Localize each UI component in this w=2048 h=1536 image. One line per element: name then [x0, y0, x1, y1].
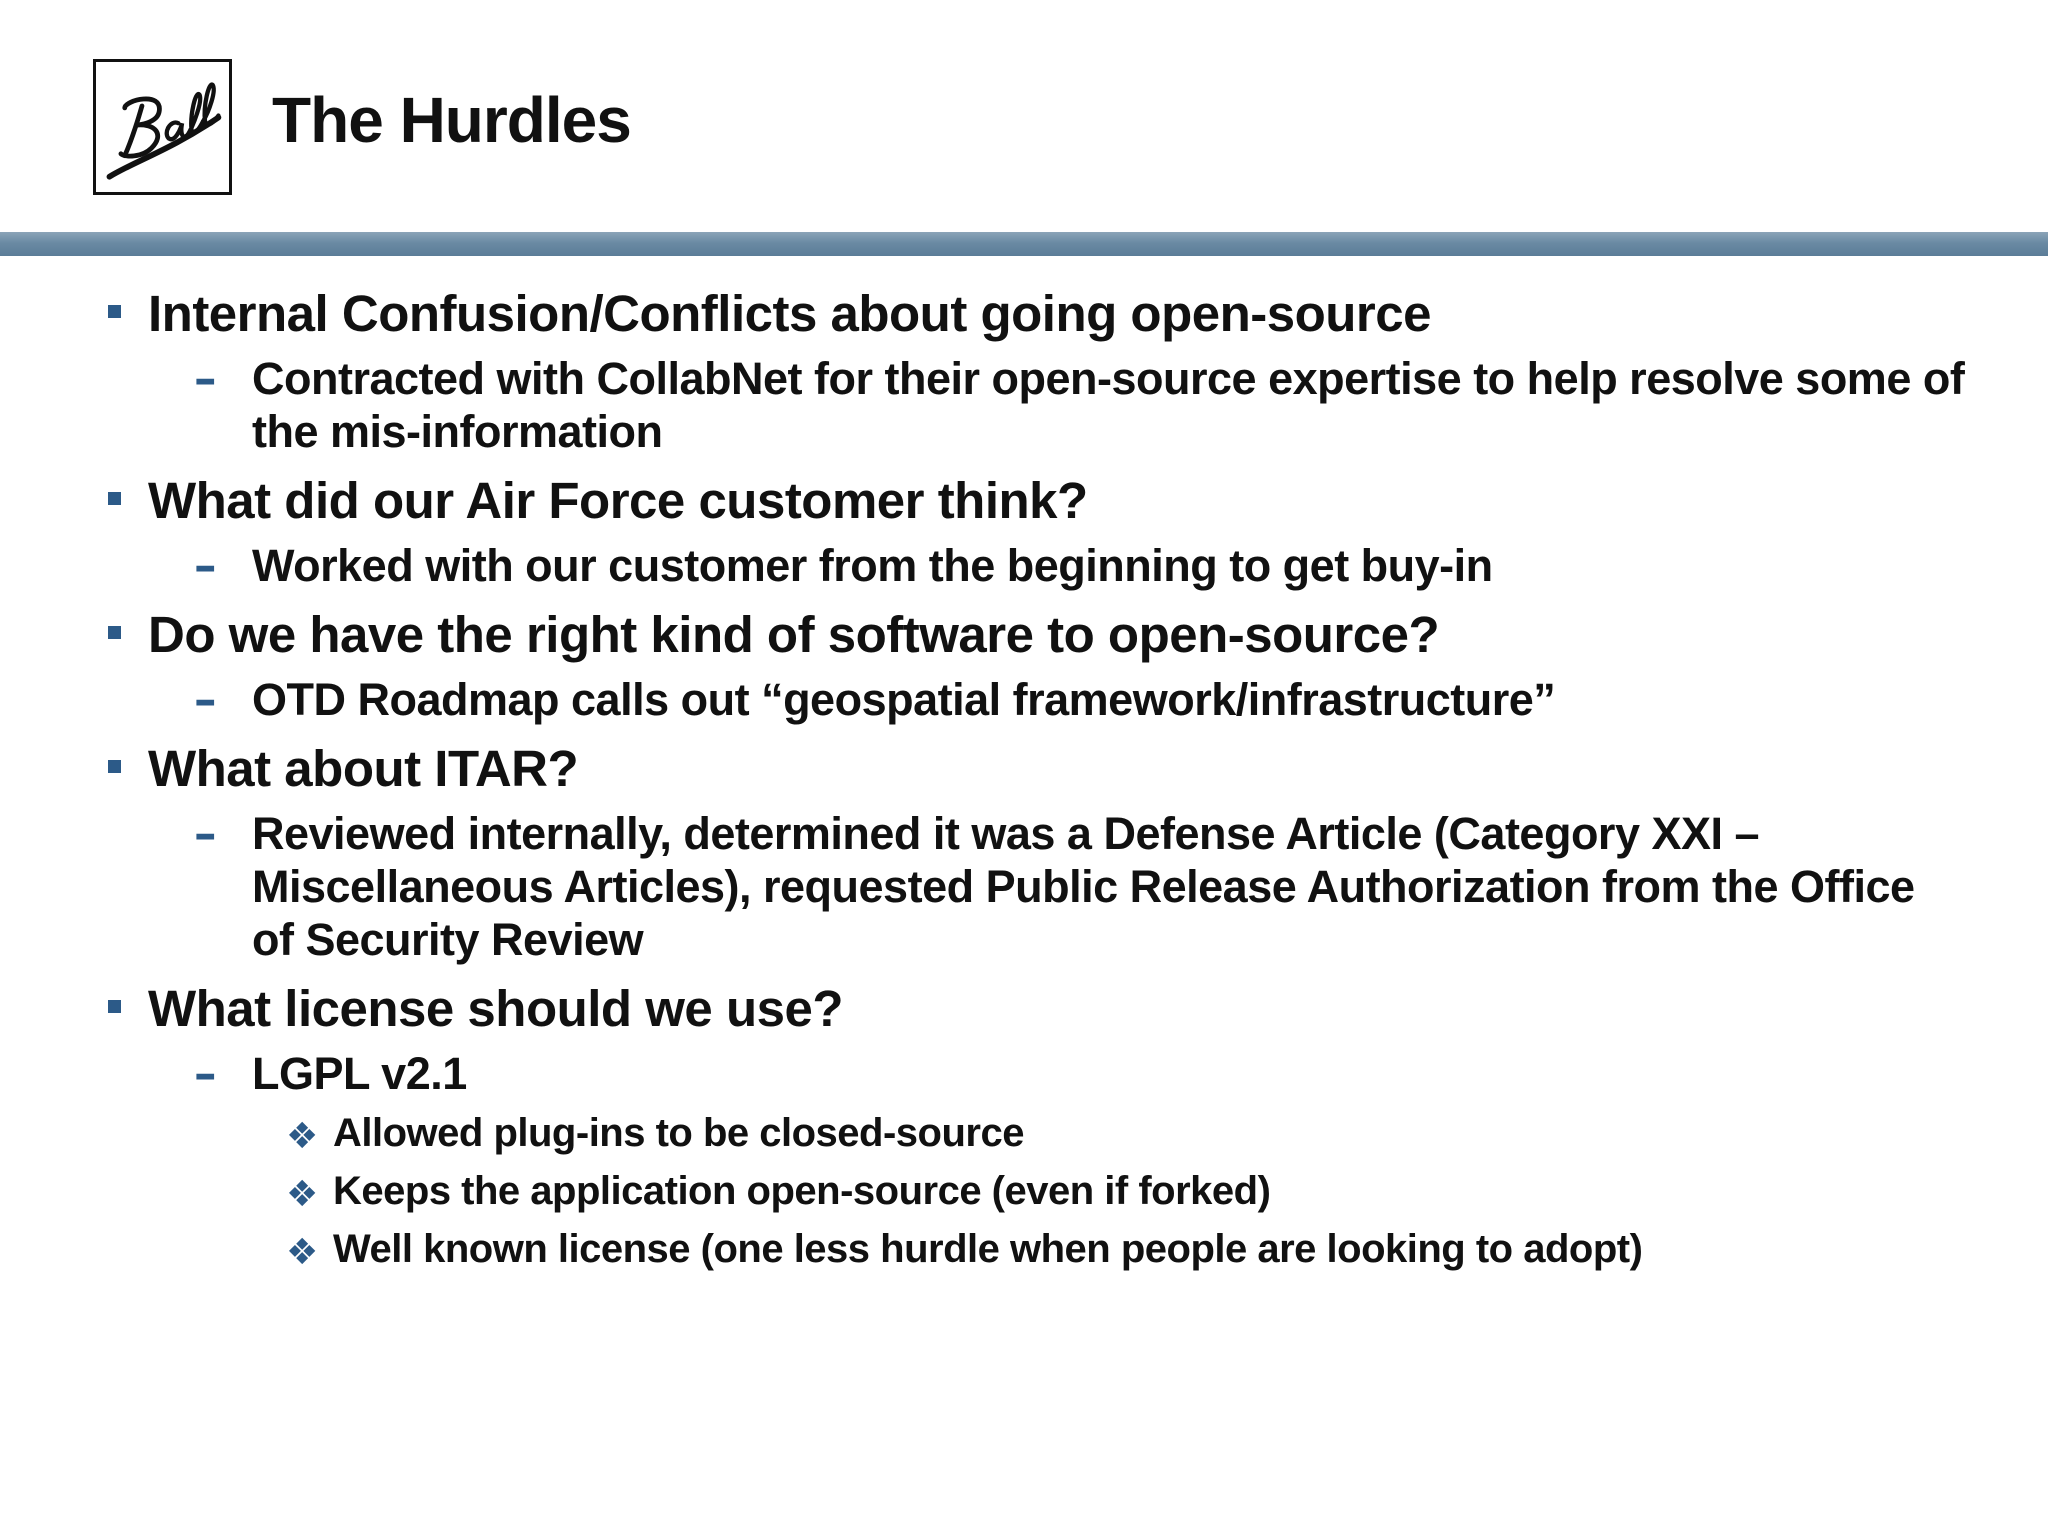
ball-logo: [93, 59, 232, 195]
bullet-item: [0, 603, 2048, 667]
sub-sub-bullet-item: [0, 1220, 2048, 1278]
sub-sub-bullet-text: Well known license (one less hurdle when people are looking to adopt): [333, 1227, 1643, 1271]
header-divider: [0, 232, 2048, 256]
sub-sub-bullet-text: Keeps the application open-source (even if forked): [333, 1169, 1271, 1213]
four-diamond-bullet-icon: ❖: [286, 1174, 318, 1215]
square-bullet-icon: [108, 1000, 121, 1013]
sub-bullet-item: [0, 539, 2048, 592]
dash-bullet-icon: –: [194, 352, 216, 405]
four-diamond-bullet-icon: ❖: [286, 1116, 318, 1157]
square-bullet-icon: [108, 626, 121, 639]
sub-bullet-item: [0, 673, 2048, 726]
square-bullet-icon: [108, 492, 121, 505]
sub-sub-bullet-text: Allowed plug-ins to be closed-source: [333, 1111, 1024, 1155]
bullet-item: [0, 977, 2048, 1041]
sub-bullet-text: Reviewed internally, determined it was a Defense Article (Category XXI – Miscellaneous Articles), requested Public Release Authorization from the Office of Security Review: [252, 808, 1915, 965]
bullet-text: Do we have the right kind of software to open-source?: [148, 606, 1440, 663]
bullet-text: What did our Air Force customer think?: [148, 472, 1088, 529]
sub-sub-bullet-item: [0, 1104, 2048, 1162]
slide-body: [0, 282, 2048, 1278]
dash-bullet-icon: –: [194, 807, 216, 860]
dash-bullet-icon: –: [194, 673, 216, 726]
dash-bullet-icon: –: [194, 539, 216, 592]
bullet-item: [0, 282, 2048, 346]
bullet-item: [0, 737, 2048, 801]
square-bullet-icon: [108, 760, 121, 773]
sub-bullet-text: LGPL v2.1: [252, 1048, 467, 1099]
bullet-text: What license should we use?: [148, 980, 843, 1037]
sub-bullet-item: [0, 807, 2048, 966]
ball-logo-script-icon: [96, 62, 229, 192]
bullet-item: [0, 469, 2048, 533]
sub-bullet-item: [0, 352, 2048, 458]
sub-bullet-text: Worked with our customer from the beginning to get buy-in: [252, 540, 1493, 591]
sub-sub-bullet-item: [0, 1162, 2048, 1220]
dash-bullet-icon: –: [194, 1047, 216, 1100]
bullet-text: Internal Confusion/Conflicts about going open-source: [148, 285, 1431, 342]
sub-bullet-text: OTD Roadmap calls out “geospatial framework/infrastructure”: [252, 674, 1556, 725]
slide-title: The Hurdles: [272, 84, 631, 156]
bullet-text: What about ITAR?: [148, 740, 579, 797]
sub-bullet-text: Contracted with CollabNet for their open-source expertise to help resolve some of the mis-information: [252, 353, 1965, 457]
four-diamond-bullet-icon: ❖: [286, 1232, 318, 1273]
sub-bullet-item: [0, 1047, 2048, 1100]
square-bullet-icon: [108, 305, 121, 318]
